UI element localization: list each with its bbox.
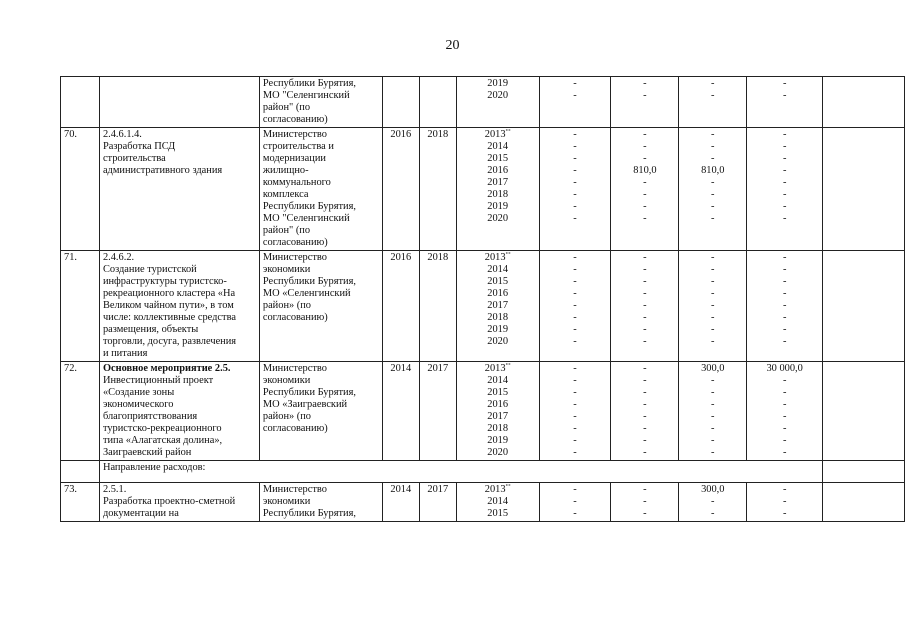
cell-line: размещения, объекты [102, 324, 199, 335]
cell-line: - [573, 484, 577, 495]
years-cell [456, 483, 539, 522]
cell-line: - [573, 165, 577, 176]
cell-line: - [643, 447, 647, 458]
cell-line: - [573, 312, 577, 323]
cell-line: - [643, 423, 647, 434]
cell-line: 2020 [487, 447, 509, 458]
cell-line: 2016 [487, 399, 509, 410]
cell-line: - [643, 189, 647, 200]
value-cell-c1 [539, 251, 611, 362]
cell-line: - [643, 129, 647, 140]
value-cell-c2 [611, 128, 679, 251]
table-row [61, 362, 905, 461]
cell-line: согласованию) [262, 114, 328, 125]
cell-line: - [711, 300, 715, 311]
cell-line: согласованию) [262, 237, 328, 248]
value-cell-c2 [611, 483, 679, 522]
cell-line: 2017 [487, 177, 509, 188]
measure-name-cell [99, 128, 259, 251]
cell-line: - [782, 399, 787, 410]
executor-cell [259, 483, 382, 522]
cell-line: 2013** [484, 484, 511, 495]
cell-line: - [782, 141, 787, 152]
cell-line: - [782, 177, 787, 188]
cell-line: 2.5.1. [102, 484, 127, 495]
cell-line: - [711, 288, 715, 299]
cell-line: - [573, 78, 577, 89]
measure-name-cell [99, 483, 259, 522]
cell-line: - [643, 264, 647, 275]
extra-cell [823, 128, 905, 251]
cell-line: - [573, 387, 577, 398]
cell-line: МО «Заиграевский [262, 399, 348, 410]
footnote-mark: ** [505, 252, 511, 258]
cell-line: - [643, 213, 647, 224]
value-cell-c1 [539, 362, 611, 461]
cell-line: - [643, 375, 647, 386]
cell-line: - [711, 213, 715, 224]
cell-line: - [711, 90, 715, 101]
cell-line: комплекса [262, 189, 309, 200]
cell-line: - [643, 387, 647, 398]
cell-line: - [782, 336, 787, 347]
table-row [61, 461, 905, 483]
cell-line: - [782, 411, 787, 422]
cell-line: Великом чайном пути», в том [102, 300, 234, 311]
cell-line: - [782, 375, 787, 386]
row-number-cell: 71. [61, 251, 100, 362]
value-cell-c1 [539, 483, 611, 522]
cell-line: - [782, 300, 787, 311]
cell-line: - [711, 324, 715, 335]
cell-line: - [573, 411, 577, 422]
cell-line: - [782, 484, 787, 495]
cell-line: 2020 [487, 336, 509, 347]
value-cell-c1 [539, 128, 611, 251]
cell-line: Министерство [262, 484, 327, 495]
cell-line: - [573, 496, 577, 507]
measure-name-cell [99, 251, 259, 362]
table-row [61, 128, 905, 251]
cell-line: 300,0 [701, 363, 725, 374]
cell-line: - [573, 375, 577, 386]
start-year-cell: 2014 [382, 362, 419, 461]
cell-line: - [573, 177, 577, 188]
cell-line: - [711, 153, 715, 164]
cell-line: - [643, 484, 647, 495]
cell-line: 2018 [487, 312, 509, 323]
cell-line: - [573, 276, 577, 287]
cell-line: - [711, 375, 715, 386]
cell-line: Разработка проектно-сметной [102, 496, 236, 507]
row-number-cell [61, 461, 100, 483]
cell-line: - [573, 288, 577, 299]
cell-line: 2015 [487, 276, 509, 287]
cell-line: 2015 [487, 387, 509, 398]
cell-line: 2013** [484, 252, 511, 263]
cell-line: 810,0 [633, 165, 657, 176]
value-cell-c1 [539, 77, 611, 128]
cell-line: - [782, 252, 787, 263]
cell-line: район" (по [262, 225, 311, 236]
cell-line: модернизации [262, 153, 326, 164]
start-year-cell: 2016 [382, 251, 419, 362]
cell-line: - [711, 387, 715, 398]
cell-line: - [782, 276, 787, 287]
cell-line: - [573, 129, 577, 140]
cell-line: - [573, 153, 577, 164]
cell-line: - [643, 177, 647, 188]
cell-line: - [711, 435, 715, 446]
cell-line: МО «Селенгинский [262, 288, 351, 299]
cell-line: 2020 [487, 90, 509, 101]
cell-line: район" (по [262, 102, 311, 113]
cell-line: 2019 [487, 201, 509, 212]
cell-line: согласованию) [262, 312, 328, 323]
cell-line: Заиграевский район [102, 447, 192, 458]
cell-line: - [711, 129, 715, 140]
cell-line: 2015 [487, 508, 509, 519]
cell-line: 2018 [487, 423, 509, 434]
cell-line: 2019 [487, 435, 509, 446]
cell-line: - [711, 508, 715, 519]
executor-cell [259, 77, 382, 128]
cell-line: 2016 [487, 165, 509, 176]
cell-line: - [711, 423, 715, 434]
cell-line: - [782, 387, 787, 398]
footnote-mark: ** [505, 363, 511, 369]
cell-line: - [711, 189, 715, 200]
cell-line: - [573, 264, 577, 275]
cell-line: - [782, 447, 787, 458]
cell-line: - [643, 153, 647, 164]
cell-line: - [573, 213, 577, 224]
end-year-cell: 2018 [419, 128, 456, 251]
value-cell-c2 [611, 77, 679, 128]
cell-line: - [573, 300, 577, 311]
extra-cell [823, 251, 905, 362]
cell-line: - [782, 508, 787, 519]
cell-line: 2013** [484, 363, 511, 374]
cell-line: - [573, 90, 577, 101]
cell-line: - [643, 276, 647, 287]
page-number: 20 [445, 38, 460, 53]
cell-line: рекреационного кластера «На [102, 288, 236, 299]
executor-cell [259, 251, 382, 362]
cell-line: - [711, 496, 715, 507]
cell-line: 2.4.6.1.4. [102, 129, 142, 140]
value-cell-c3 [679, 251, 747, 362]
cell-line: 2014 [487, 375, 509, 386]
main-measure-title: Основное мероприятие 2.5. [102, 363, 231, 374]
cell-line: - [782, 129, 787, 140]
start-year-cell: 2016 [382, 128, 419, 251]
cell-line: - [573, 399, 577, 410]
cell-line: - [711, 399, 715, 410]
end-year-cell [419, 77, 456, 128]
cell-line: 2014 [487, 264, 509, 275]
cell-line: - [711, 252, 715, 263]
cell-line: 2014 [487, 141, 509, 152]
cell-line: числе: коллективные средства [102, 312, 236, 323]
cell-line: - [782, 312, 787, 323]
section-header-cell: Направление расходов: [99, 461, 822, 483]
cell-line: - [643, 90, 647, 101]
cell-line: район» (по [262, 300, 312, 311]
value-cell-c2 [611, 251, 679, 362]
years-cell [456, 362, 539, 461]
executor-cell [259, 128, 382, 251]
cell-line: строительства [102, 153, 166, 164]
cell-line: - [782, 264, 787, 275]
cell-line: Республики Бурятия, [262, 201, 356, 212]
cell-line: - [711, 201, 715, 212]
cell-line: - [782, 423, 787, 434]
cell-line: - [711, 447, 715, 458]
cell-line: - [643, 300, 647, 311]
cell-line: - [643, 252, 647, 263]
cell-line: 30 000,0 [766, 363, 803, 374]
end-year-cell: 2018 [419, 251, 456, 362]
cell-line: - [782, 288, 787, 299]
cell-line: - [643, 78, 647, 89]
cell-line: экономики [262, 375, 311, 386]
cell-line: 2018 [487, 189, 509, 200]
cell-line: - [573, 324, 577, 335]
cell-line: 2019 [487, 78, 509, 89]
cell-line: 2017 [487, 411, 509, 422]
start-year-cell [382, 77, 419, 128]
cell-line: административного здания [102, 165, 223, 176]
cell-line: 2.4.6.2. [102, 252, 135, 263]
cell-line: - [643, 435, 647, 446]
cell-line: район» (по [262, 411, 312, 422]
cell-line: - [782, 324, 787, 335]
cell-line: экономического [102, 399, 174, 410]
cell-line: - [643, 508, 647, 519]
cell-line: Министерство [262, 252, 327, 263]
value-cell-c3 [679, 362, 747, 461]
cell-line: - [573, 141, 577, 152]
years-cell [456, 128, 539, 251]
start-year-cell: 2014 [382, 483, 419, 522]
footnote-mark: ** [505, 484, 511, 490]
cell-line: - [573, 447, 577, 458]
end-year-cell: 2017 [419, 483, 456, 522]
cell-line: - [782, 165, 787, 176]
cell-line: Разработка ПСД [102, 141, 176, 152]
cell-line: типа «Алагатская долина», [102, 435, 223, 446]
cell-line: - [643, 201, 647, 212]
cell-line: Инвестиционный проект [102, 375, 214, 386]
cell-line: Республики Бурятия, [262, 508, 356, 519]
cell-line: Республики Бурятия, [262, 78, 356, 89]
extra-cell [823, 77, 905, 128]
cell-line: торговли, досуга, развлечения [102, 336, 237, 347]
cell-line: - [643, 411, 647, 422]
extra-cell [823, 483, 905, 522]
cell-line: экономики [262, 264, 311, 275]
value-cell-c4 [747, 128, 823, 251]
value-cell-c3 [679, 483, 747, 522]
cell-line: 2020 [487, 213, 509, 224]
cell-line: 2015 [487, 153, 509, 164]
measure-name-cell [99, 77, 259, 128]
table-row [61, 77, 905, 128]
years-cell [456, 251, 539, 362]
value-cell-c4 [747, 483, 823, 522]
cell-line: - [573, 508, 577, 519]
cell-line: Создание туристской [102, 264, 197, 275]
cell-line: - [643, 399, 647, 410]
cell-line: - [782, 435, 787, 446]
cell-line: туристско-рекреационного [102, 423, 222, 434]
years-cell [456, 77, 539, 128]
cell-line: коммунального [262, 177, 331, 188]
cell-line: 2019 [487, 324, 509, 335]
row-number-cell [61, 77, 100, 128]
cell-line: - [782, 213, 787, 224]
value-cell-c4 [747, 251, 823, 362]
cell-line: - [711, 336, 715, 347]
cell-line: строительства и [262, 141, 334, 152]
cell-line: - [573, 363, 577, 374]
cell-line: - [573, 201, 577, 212]
program-table [60, 76, 905, 522]
cell-line: - [782, 90, 787, 101]
cell-line: 2014 [487, 496, 509, 507]
cell-line: 300,0 [701, 484, 725, 495]
measure-name-cell [99, 362, 259, 461]
cell-line: - [573, 435, 577, 446]
extra-cell [823, 461, 905, 483]
cell-line: МО "Селенгинский [262, 90, 350, 101]
cell-line: - [711, 78, 715, 89]
cell-line: и питания [102, 348, 148, 359]
value-cell-c2 [611, 362, 679, 461]
cell-line: - [782, 189, 787, 200]
cell-line: Республики Бурятия, [262, 276, 356, 287]
cell-line: - [782, 201, 787, 212]
row-number-cell: 73. [61, 483, 100, 522]
value-cell-c4 [747, 362, 823, 461]
cell-line: - [711, 264, 715, 275]
cell-line: - [782, 496, 787, 507]
cell-line: - [573, 336, 577, 347]
cell-line: 2016 [487, 288, 509, 299]
cell-line: Министерство [262, 129, 327, 140]
value-cell-c3 [679, 77, 747, 128]
cell-line: - [643, 288, 647, 299]
cell-line: МО "Селенгинский [262, 213, 350, 224]
value-cell-c3 [679, 128, 747, 251]
cell-line: - [573, 252, 577, 263]
cell-line: - [643, 336, 647, 347]
cell-line: - [573, 423, 577, 434]
cell-line: Министерство [262, 363, 327, 374]
cell-line: - [711, 411, 715, 422]
cell-line: - [711, 141, 715, 152]
cell-line: - [643, 141, 647, 152]
extra-cell [823, 362, 905, 461]
cell-line: 810,0 [701, 165, 725, 176]
cell-line: жилищно- [262, 165, 309, 176]
cell-line: - [782, 153, 787, 164]
cell-line: - [643, 312, 647, 323]
cell-line: «Создание зоны [102, 387, 175, 398]
table-row [61, 483, 905, 522]
footnote-mark: ** [505, 129, 511, 135]
cell-line: - [711, 276, 715, 287]
cell-line: - [782, 78, 787, 89]
row-number-cell: 72. [61, 362, 100, 461]
table-row [61, 251, 905, 362]
cell-line: документации на [102, 508, 179, 519]
cell-line: Республики Бурятия, [262, 387, 356, 398]
cell-line: благоприятствования [102, 411, 198, 422]
cell-line: - [643, 496, 647, 507]
cell-line: - [711, 177, 715, 188]
cell-line: 2017 [487, 300, 509, 311]
executor-cell [259, 362, 382, 461]
cell-line: - [643, 363, 647, 374]
cell-line: - [573, 189, 577, 200]
end-year-cell: 2017 [419, 362, 456, 461]
cell-line: - [711, 312, 715, 323]
row-number-cell: 70. [61, 128, 100, 251]
cell-line: 2013** [484, 129, 511, 140]
value-cell-c4 [747, 77, 823, 128]
cell-line: согласованию) [262, 423, 328, 434]
cell-line: - [643, 324, 647, 335]
cell-line: инфраструктуры туристско- [102, 276, 227, 287]
cell-line: экономики [262, 496, 311, 507]
